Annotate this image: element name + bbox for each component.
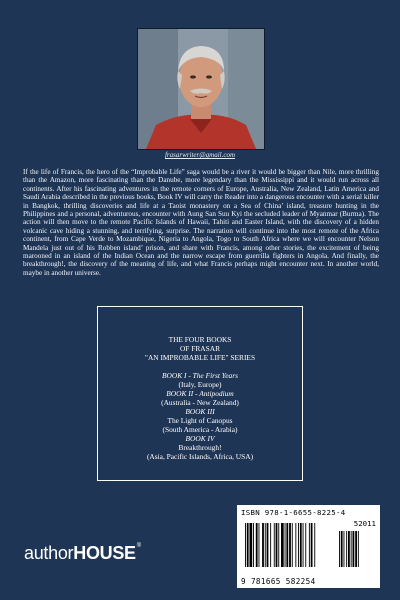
book-title: BOOK I - The First Years bbox=[162, 371, 238, 380]
series-heading-line: THE FOUR BOOKS bbox=[168, 335, 232, 344]
series-heading-line: OF FRASAR bbox=[179, 344, 221, 353]
book-title: BOOK IV bbox=[185, 434, 215, 443]
series-heading-line: "AN IMPROBABLE LIFE" SERIES bbox=[144, 353, 256, 362]
book-place: (Italy, Europe) bbox=[178, 380, 222, 389]
publisher-logo bbox=[24, 543, 141, 564]
price-code: 52011 bbox=[353, 519, 376, 528]
author-photo bbox=[137, 28, 265, 150]
book-title: BOOK II - Antipodium bbox=[166, 389, 234, 398]
publisher-logo-light: author bbox=[24, 543, 74, 563]
book-place: (Asia, Pacific Islands, Africa, USA) bbox=[146, 452, 254, 461]
registered-mark: ® bbox=[136, 543, 141, 549]
barcode-digits: 9 781665 582254 bbox=[241, 577, 316, 586]
book-subtitle: The Light of Canopus bbox=[167, 416, 233, 425]
back-cover-blurb: If the life of Francis, the hero of the “Improbable Life” saga would be a river it would be bigger than Nile, more thrilling than the Amazon, more fascinating than the Danube, more legendary than the Mississippi and it would run across all continents. After his fascinating adventures in the remote corners of Europe, Australia, New Zealand, Latin America and Saudi Arabia described in the previous books, Book IV will carry the Reader into a dangerous encounter with a serial killer in Bangkok, thrilling discoveries and life at a Taoist monastery on a Sea of China’ island, treasure hunting in the Philippines and a personal, adventurous, encounter with Aung San Suu Kyi the secluded leader of Myanmar (Burma). The action will then move to the remote Pacific Islands of Hawaii, Tahiti and Easter Island, with the discovery of a hidden volcanic cave hiding a stunning, and terrifying, surprise. The narration will continue into the most remote of the Africa continent, from Cape Verde to Mozambique, Nigeria to Angola, Togo to South Africa where we will encounter Nelson Mandela just out of his Robben island’ prison, and share with Francis, among other stories, the excitement of being marooned in an island of the Indian Ocean and the narrow escape from guerrilla fighters in Angola. And finally, the breakthrough!, the discovery of the meaning of life, and what Francis perhaps might encounter next. In another world, maybe in another universe. bbox=[23, 168, 379, 277]
author-email: frasarwriter@gmail.com bbox=[164, 151, 236, 159]
book-place: (Australia - New Zealand) bbox=[161, 398, 239, 407]
isbn-number: ISBN 978-1-6655-8225-4 bbox=[241, 508, 346, 517]
book-subtitle: Breakthrough! bbox=[178, 443, 222, 452]
publisher-logo-bold: HOUSE bbox=[73, 543, 136, 563]
book-place: (South America - Arabia) bbox=[162, 425, 238, 434]
series-list-box bbox=[97, 306, 303, 481]
book-title: BOOK III bbox=[185, 407, 215, 416]
isbn-barcode bbox=[237, 505, 380, 588]
